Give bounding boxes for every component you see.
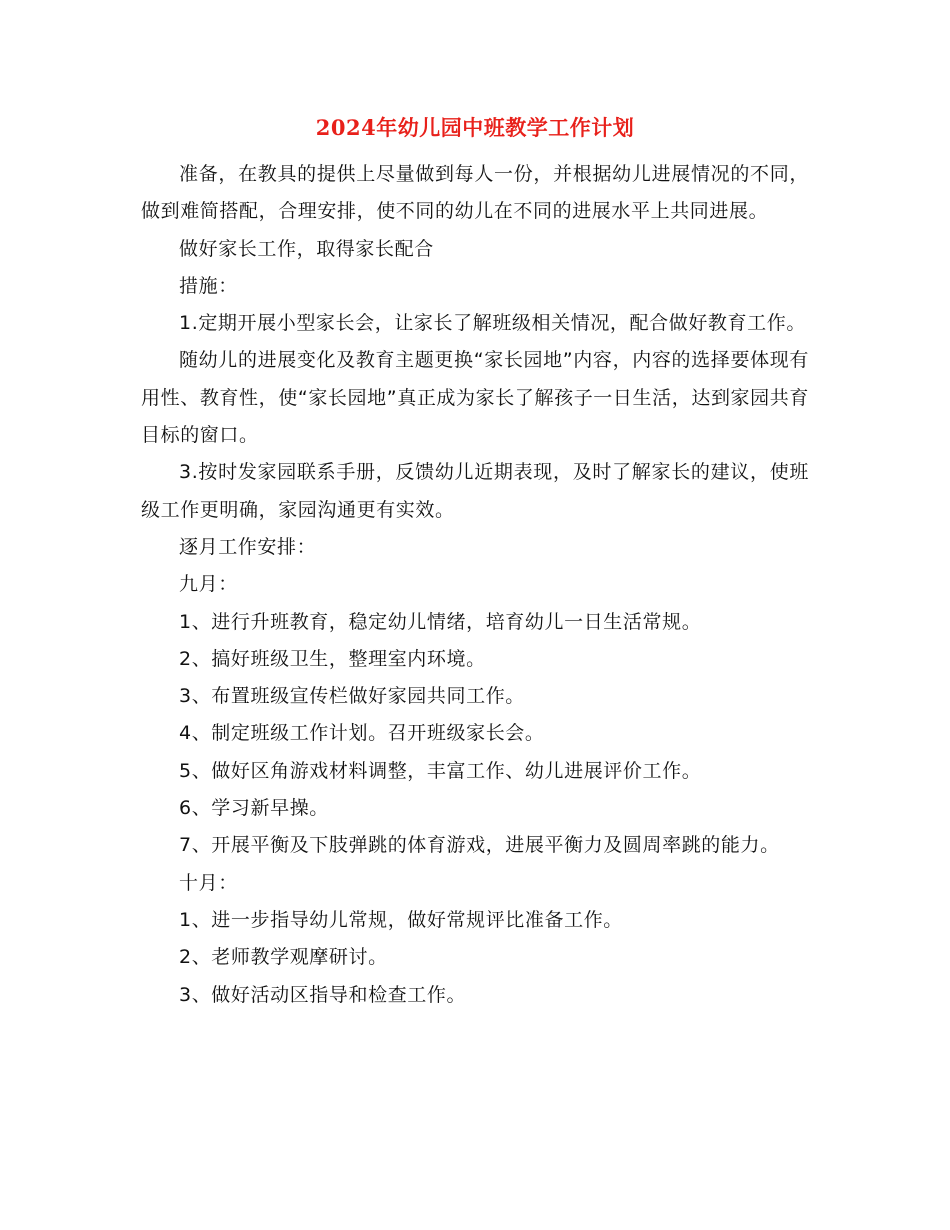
paragraph: 随幼儿的进展变化及教育主题更换“家长园地”内容，内容的选择要体现有用性、教育性，使“家长园地”真正成为家长了解孩子一日生活，达到家园共育目标的窗口。 [141, 349, 809, 447]
paragraph: 3.按时发家园联系手册，反馈幼儿近期表现，及时了解家长的建议，使班级工作更明确，家园沟通更有实效。 [141, 461, 809, 521]
paragraph: 1、进行升班教育，稳定幼儿情绪，培育幼儿一日生活常规。 [179, 610, 702, 633]
paragraph: 准备，在教具的提供上尽量做到每人一份，并根据幼儿进展情况的不同，做到难简搭配，合理安排，使不同的幼儿在不同的进展水平上共同进展。 [141, 163, 809, 223]
paragraph: 3、布置班级宣传栏做好家园共同工作。 [179, 685, 525, 708]
paragraph: 十月： [179, 871, 238, 894]
paragraph: 做好家长工作，取得家长配合 [179, 237, 434, 260]
document-body [141, 156, 809, 1014]
paragraph: 3、做好活动区指导和检查工作。 [179, 983, 467, 1006]
paragraph: 5、做好区角游戏材料调整，丰富工作、幼儿进展评价工作。 [179, 759, 702, 782]
paragraph: 4、制定班级工作计划。召开班级家长会。 [179, 722, 545, 745]
paragraph: 措施： [179, 274, 238, 297]
paragraph: 逐月工作安排： [179, 535, 317, 558]
paragraph: 2、搞好班级卫生，整理室内环境。 [179, 647, 486, 670]
paragraph: 九月： [179, 573, 238, 596]
paragraph: 1.定期开展小型家长会，让家长了解班级相关情况，配合做好教育工作。 [179, 312, 806, 335]
paragraph: 1、进一步指导幼儿常规，做好常规评比准备工作。 [179, 908, 623, 931]
paragraph: 7、开展平衡及下肢弹跳的体育游戏，进展平衡力及圆周率跳的能力。 [179, 834, 780, 857]
paragraph: 6、学习新早操。 [179, 797, 329, 820]
paragraph: 2、老师教学观摩研讨。 [179, 946, 388, 969]
document-title: 2024年幼儿园中班教学工作计划 [315, 115, 635, 140]
